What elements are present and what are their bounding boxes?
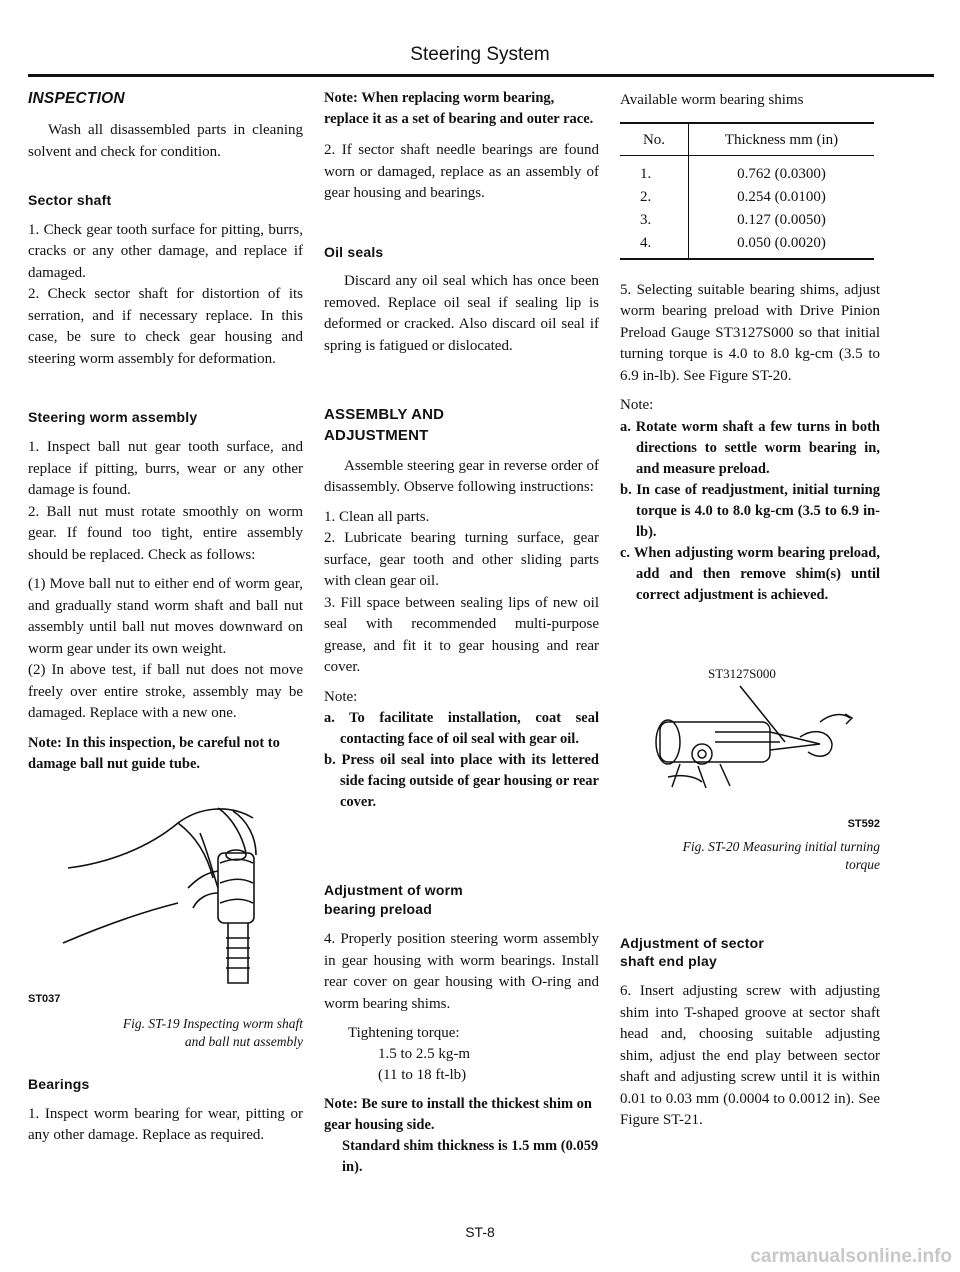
assembly-item: 3. Fill space between sealing lips of new oil seal with recommended multi-purpose grease, and fit it to gear housing and rear cover. (324, 594, 599, 676)
note-item: a. Rotate worm shaft a few turns in both directions to settle worm bearing in, and measure preload. (620, 418, 880, 477)
note-item: b. In case of readjustment, initial turning torque is 4.0 to 8.0 kg-cm (3.5 to 6.9 in-lb). (620, 481, 880, 540)
note-item: a. To facilitate installation, coat seal contacting face of oil seal with gear oil. (324, 710, 599, 748)
figure-code: ST592 (847, 817, 880, 830)
inspection-heading: INSPECTION (28, 90, 125, 107)
figure-caption: Fig. ST-19 Inspecting worm shaft and ball nut assembly (122, 1015, 303, 1049)
column-left (28, 88, 303, 1155)
preload-text: 4. Properly position steering worm assembly in gear housing with worm bearings. Install rear cover on gear housing with O-ring and worm bearing shims. (324, 931, 599, 1012)
assembly-heading: ASSEMBLY AND ADJUSTMENT (324, 406, 445, 444)
shim-note: Note: Be sure to install the thickest shim on gear housing side. Standard shim thickness is 1.5 mm (0.059 in). (324, 1096, 599, 1176)
worm-item: (2) In above test, if ball nut does not move freely over entire stroke, assembly may be damaged. Replace with a new one. (28, 662, 303, 722)
tool-label: ST3127S000 (708, 665, 776, 681)
sector-item: 1. Check gear tooth surface for pitting, burrs, cracks or any other damage, and replace if damaged. (28, 221, 303, 281)
page-number: ST-8 (465, 1224, 495, 1240)
oil-seals-heading: Oil seals (324, 243, 384, 260)
worm-item: (1) Move ball nut to either end of worm gear, and gradually stand worm shaft and ball nut assembly until ball nut moves downward on worm gear under its own weight. (28, 576, 303, 657)
header-rule (28, 74, 934, 77)
table-row: 1. 0.762 (0.0300) (620, 155, 874, 186)
figure-caption: Fig. ST-20 Measuring initial turning torque (682, 838, 880, 872)
column-middle (324, 88, 599, 1184)
assembly-notes (324, 708, 599, 813)
worm-assembly-heading: Steering worm assembly (28, 409, 198, 426)
worm-item: 1. Inspect ball nut gear tooth surface, and replace if pitting, burrs, wear or any other damage is found. (28, 439, 303, 499)
preload-gauge-illustration (620, 682, 880, 802)
table-row: 3. 0.127 (0.0050) (620, 209, 874, 232)
table-header: No. (620, 123, 689, 156)
preload-heading: Adjustment of worm bearing preload (324, 882, 463, 918)
note-item: c. When adjusting worm bearing preload, add and then remove shim(s) until correct adjustment is achieved. (620, 544, 880, 603)
note-item: b. Press oil seal into place with its lettered side facing outside of gear housing or rear cover. (324, 752, 599, 811)
sector-item: 2. Check sector shaft for distortion of its serration, and if necessary replace. In this case, be sure to check gear housing and steering worm assembly for deformation. (28, 286, 303, 367)
shims-table (620, 122, 874, 260)
table-header: Thickness mm (in) (689, 123, 875, 156)
oil-seals-text: Discard any oil seal which has once been removed. Replace oil seal if sealing lip is deformed or cracked. Also discard oil seal if spring is fatigued or dislocated. (324, 273, 599, 354)
sector-shaft-heading: Sector shaft (28, 192, 112, 208)
endplay-text: 6. Insert adjusting screw with adjusting shim into T-shaped groove at sector shaft head and, choosing suitable adjusting shim, adjust the end play between sector shaft and adjusting screw until it is within 0.01 to 0.03 mm (0.0004 to 0.0012 in). See Figure ST-21. (620, 983, 880, 1129)
shims-title: Available worm bearing shims (620, 92, 804, 108)
column-right (620, 88, 880, 1140)
assembly-item: 2. Lubricate bearing turning surface, gear surface, gear tooth and other sliding parts with clean gear oil. (324, 530, 599, 590)
assembly-note-label: Note: (324, 688, 358, 705)
step5-note-label: Note: (620, 397, 654, 413)
step5-notes (620, 417, 880, 606)
worm-item: 2. Ball nut must rotate smoothly on worm gear. If found too tight, entire assembly should be replaced. Check as follows: (28, 503, 303, 563)
bearings-text: 1. Inspect worm bearing for wear, pitting or any other damage. Replace as required. (28, 1105, 303, 1144)
figure-st20 (620, 665, 880, 872)
figure-st19 (28, 793, 303, 1049)
table-row: 2. 0.254 (0.0100) (620, 186, 874, 209)
bearings-heading: Bearings (28, 1075, 90, 1092)
endplay-heading: Adjustment of sector shaft end play (620, 934, 765, 970)
worm-note: Note: In this inspection, be careful not to damage ball nut guide tube. (28, 734, 280, 772)
assembly-intro: Assemble steering gear in reverse order of disassembly. Observe following instructions: (324, 457, 599, 496)
figure-code: ST037 (28, 992, 61, 1005)
step5-text: 5. Selecting suitable bearing shims, adjust worm bearing preload with Drive Pinion Preload Gauge ST3127S000 so that initial turning torque is 4.0 to 8.0 kg-cm (3.5 to 6.9 in-lb). See Figure ST-20. (620, 281, 880, 384)
table-row: 4. 0.050 (0.0020) (620, 232, 874, 259)
tightening-torque: Tightening torque: 1.5 to 2.5 kg-m (11 to 18 ft-lb) (348, 1025, 471, 1084)
bearing-note: Note: When replacing worm bearing, replace it as a set of bearing and outer race. (324, 90, 594, 127)
needle-bearing-text: 2. If sector shaft needle bearings are found worn or damaged, replace as an assembly of gear housing and bearings. (324, 142, 599, 201)
watermark: carmanualsonline.info (750, 1246, 952, 1267)
page-title: Steering System (410, 44, 550, 65)
assembly-item: 1. Clean all parts. (324, 508, 430, 525)
hand-worm-shaft-illustration (28, 793, 303, 1003)
inspection-text: Wash all disassembled parts in cleaning solvent and check for condition. (28, 122, 303, 160)
